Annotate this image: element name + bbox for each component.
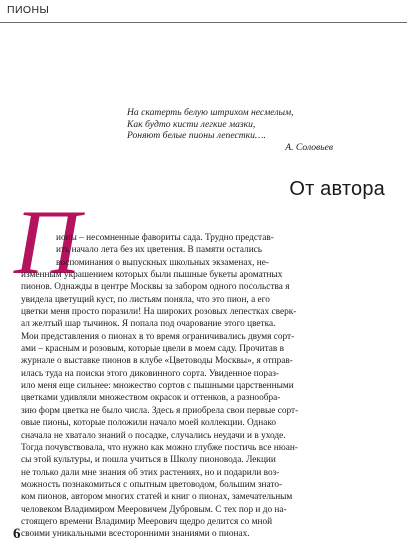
epigraph-author: А. Соловьев (285, 141, 333, 153)
body-line: воспоминания о выпускных школьных экзаменах, не- (56, 257, 269, 268)
body-line: Мои представления о пионах в то время ограничивались двумя сорт- (21, 331, 295, 342)
body-line: человеком Владимиром Мееровичем Дубровым. С тех пор и до на- (21, 504, 287, 515)
body-line: ионы – несомненные фавориты сада. Трудно представ- (56, 233, 274, 243)
body-line: ами – красным и розовым, которые цвели в моем саду. Прочитав в (21, 344, 285, 355)
epigraph-line: Как будто кисти легкие мазки, (127, 118, 256, 130)
page-number: 6 (13, 526, 21, 542)
body-line: зию форм цветка не было числа. Здесь я приобрела свои первые сорт- (21, 405, 299, 416)
body-line: овые пионы, которые положили начало моей коллекции. Однако (21, 418, 277, 429)
body-line: изменным украшением которых были пышные букеты ароматных (21, 270, 283, 281)
body-line: ком пионов, автором многих статей и книг о пионах, замечательным (21, 492, 293, 503)
running-title: ПИОНЫ (7, 4, 50, 16)
body-line: ал желтый шар тычинок. Я попала под очарование этого цветка. (21, 319, 276, 330)
body-line: увидела цветущий куст, по листьям поняла, что это пион, а его (21, 294, 270, 305)
section-title: От автора (289, 178, 385, 200)
body-line: стоящего времени Владимир Меерович щедро делится со мной (21, 516, 273, 527)
body-line: пионов. Однажды в центре Москвы за забором одного посольства я (21, 282, 290, 293)
body-line: можность познакомиться с опытным цветоводом, большим знато- (21, 479, 283, 490)
body-text (21, 232, 388, 541)
body-line: илась туда на поиски этого диковинного сорта. Увиденное пораз- (21, 368, 279, 379)
epigraph (127, 107, 377, 153)
body-line: не только дали мне знания об этих растениях, но и подарили воз- (21, 467, 280, 478)
running-header (0, 0, 407, 23)
body-line: ить начало лета без их цветения. В памяти остались (56, 245, 263, 256)
body-line: сы этой культуры, и пошла учиться в Школу пионовода. Лекции (21, 455, 276, 466)
body-line: Тогда почувствовала, что нужно как можно глубже постичь все нюан- (21, 442, 298, 453)
drop-cap-letter: П (14, 191, 81, 293)
body-line: сначала не хватало знаний о посадке, случались неудачи и в уходе. (21, 430, 286, 441)
body-line: цветками удивляли множеством окрасок и оттенков, а разнообра- (21, 393, 281, 404)
epigraph-line: На скатерть белую штрихом несмелым, (127, 107, 294, 118)
body-line: журнале о выставке пионов в клубе «Цветоводы Москвы», я отправ- (21, 356, 293, 367)
body-line: ило меня еще сильнее: множество сортов с пышными царственными (21, 381, 294, 392)
body-line: цветки меня просто поразили! На широких розовых лепестках сверк- (21, 307, 297, 318)
body-line: своими уникальными всесторонними знаниями о пионах. (21, 529, 250, 540)
epigraph-line: Роняют белые пионы лепестки…. (127, 130, 266, 142)
